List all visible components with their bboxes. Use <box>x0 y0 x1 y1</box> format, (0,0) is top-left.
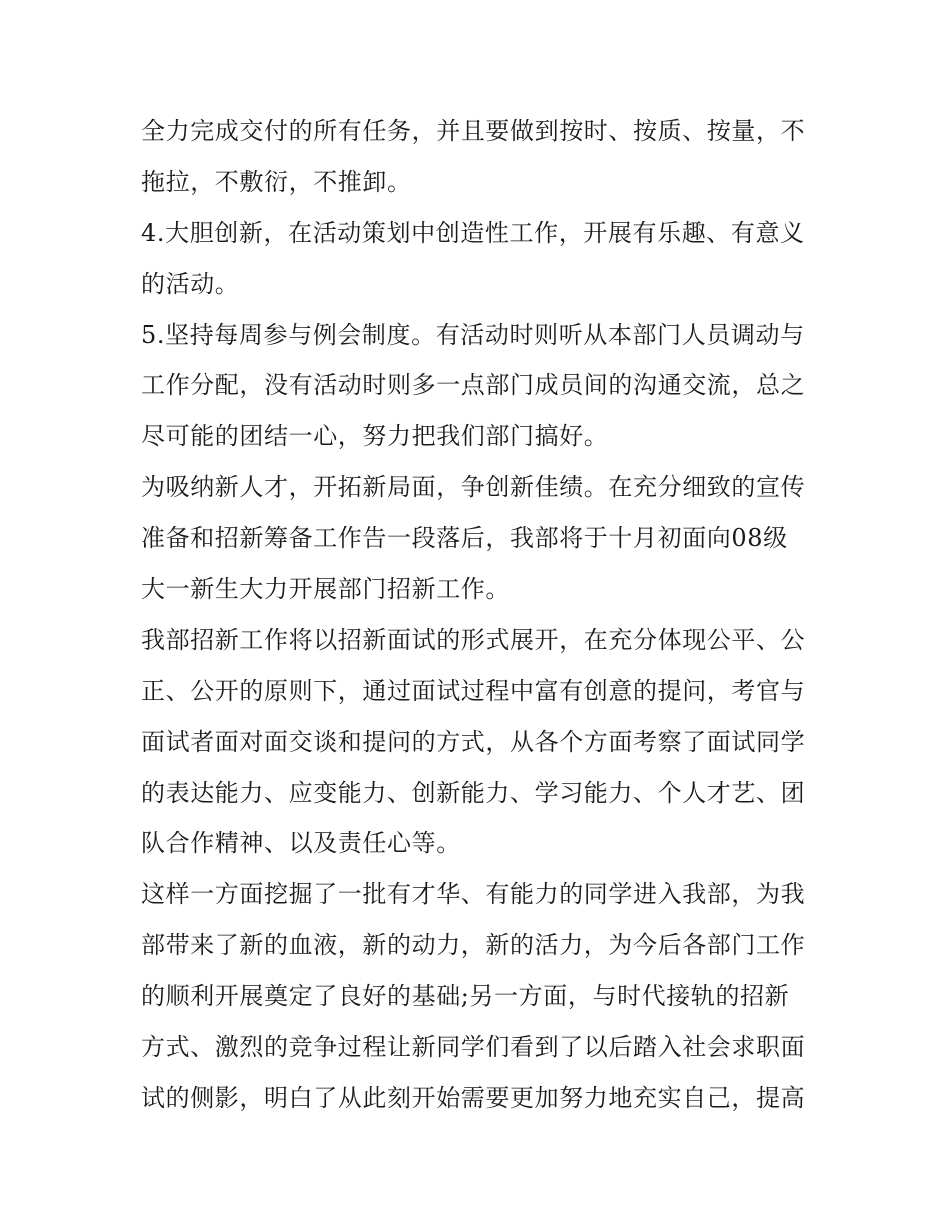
text-line: 面试者面对面交谈和提问的方式，从各个方面考察了面试同学 <box>141 727 806 756</box>
text-line: 方式、激烈的竞争过程让新同学们看到了以后踏入社会求职面 <box>141 1033 806 1062</box>
text-line: 的表达能力、应变能力、创新能力、学习能力、个人才艺、团 <box>141 778 806 807</box>
text-line: 工作分配，没有活动时则多一点部门成员间的沟通交流，总之 <box>141 371 806 400</box>
text-line: 我部招新工作将以招新面试的形式展开，在充分体现公平、公 <box>141 625 806 654</box>
text-line: 的顺利开展奠定了良好的基础;另一方面，与时代接轨的招新 <box>141 982 790 1011</box>
paragraph-item-4 <box>141 208 817 310</box>
text-line: 试的侧影，明白了从此刻开始需要更加努力地充实自己，提高 <box>141 1083 806 1112</box>
text-line: 正、公开的原则下，通过面试过程中富有创意的提问，考官与 <box>141 676 806 705</box>
paragraph-item-5 <box>141 310 817 463</box>
text-line: 的活动。 <box>141 269 240 298</box>
text-line: 尽可能的团结一心，努力把我们部门搞好。 <box>141 422 609 451</box>
text-line: 大一新生大力开展部门招新工作。 <box>141 575 510 604</box>
text-line: 队合作精神、以及责任心等。 <box>141 829 461 858</box>
paragraph-recruitment-results <box>141 869 817 1123</box>
text-line: 部带来了新的血液，新的动力，新的活力，为今后各部门工作 <box>141 931 806 960</box>
text-line: 准备和招新筹备工作告一段落后，我部将于十月初面向08级 <box>141 524 788 553</box>
paragraph-recruitment-intro <box>141 462 817 615</box>
document-body <box>141 106 817 1124</box>
text-line: 为吸纳新人才，开拓新局面，争创新佳绩。在充分细致的宣传 <box>141 473 806 502</box>
text-line: 4.大胆创新，在活动策划中创造性工作，开展有乐趣、有意义 <box>141 218 805 247</box>
text-line: 拖拉，不敷衍，不推卸。 <box>141 167 412 196</box>
paragraph-interview-format <box>141 615 817 869</box>
text-line: 这样一方面挖掘了一批有才华、有能力的同学进入我部，为我 <box>141 880 806 909</box>
text-line: 5.坚持每周参与例会制度。有活动时则听从本部门人员调动与 <box>141 320 805 349</box>
text-line: 全力完成交付的所有任务，并且要做到按时、按质、按量，不 <box>141 117 806 145</box>
paragraph-task-completion <box>141 106 817 208</box>
